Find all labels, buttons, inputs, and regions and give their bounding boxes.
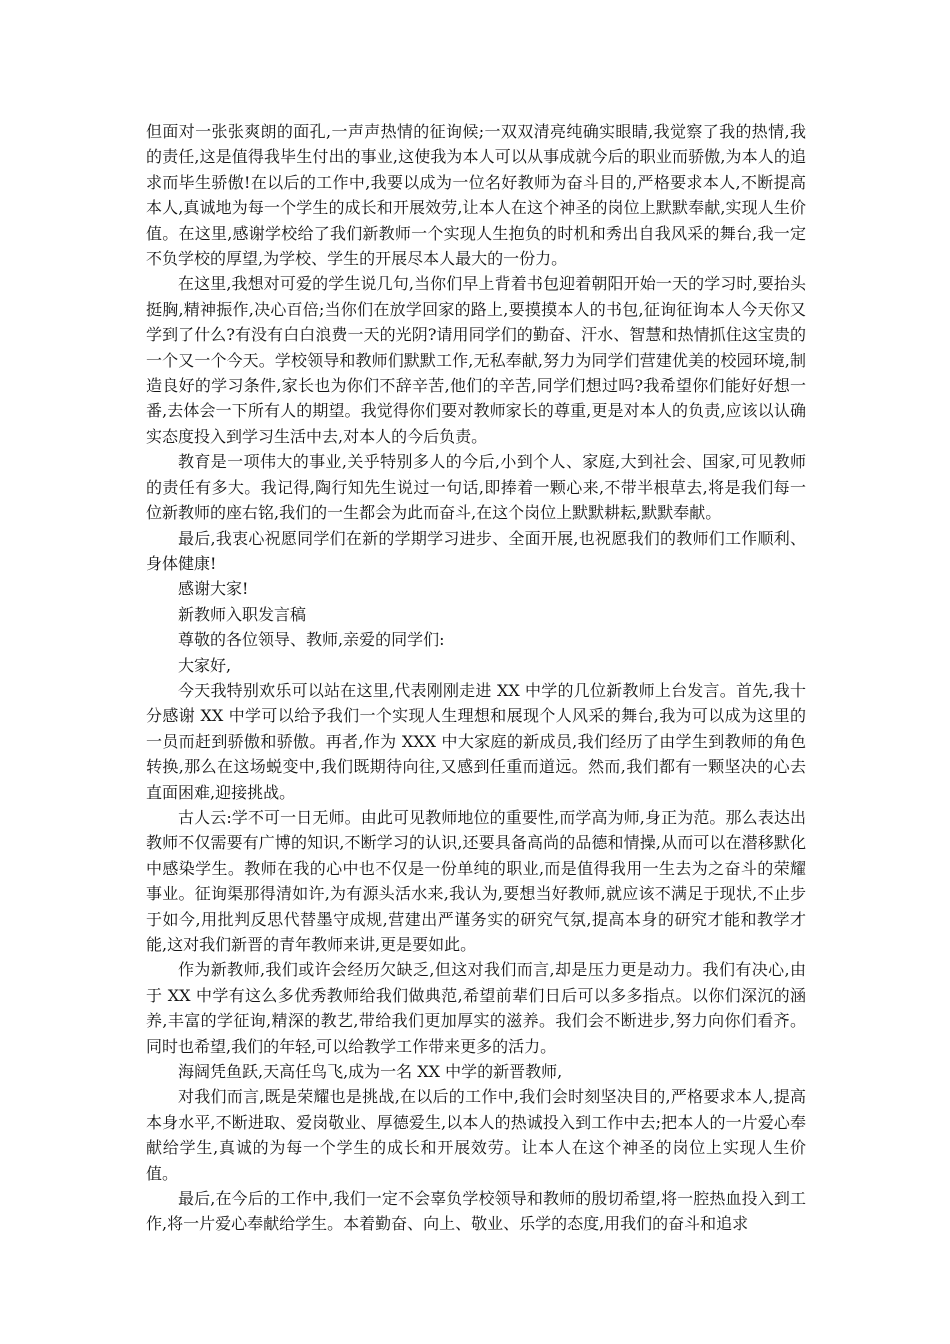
paragraph-2: 在这里,我想对可爱的学生说几句,当你们早上背着书包迎着朝阳开始一天的学习时,要抬头挺胸,精神振作,决心百倍;当你们在放学回家的路上,要摸摸本人的书包,征询征询本人今天你又学到了什么?有没有白白浪费一天的光阴?请用同学们的勤奋、汗水、智慧和热情抓住这宝贵的一个又一个今天。学校领导和教师们默默工作,无私奉献,努力为同学们营建优美的校园环境,制造良好的学习条件,家长也为你们不辞辛苦,他们的辛苦,同学们想过吗?我希望你们能好好想一番,去体会一下所有人的期望。我觉得你们要对教师家长的尊重,更是对本人的负责,应该以认确实态度投入到学习生活中去,对本人的今后负责。 bbox=[146, 274, 806, 446]
paragraph-4: 最后,我衷心祝愿同学们在新的学期学习进步、全面开展,也祝愿我们的教师们工作顺利、身体健康! bbox=[146, 528, 806, 573]
paragraph-5: 感谢大家! bbox=[178, 579, 249, 599]
paragraph-10: 古人云:学不可一日无师。由此可见教师地位的重要性,而学高为师,身正为范。那么表达出教师不仅需要有广博的知识,不断学习的认识,还要具备高尚的品德和情操,从而可以在潜移默化中感染学生。教师在我的心中也不仅是一份单纯的职业,而是值得我用一生去为之奋斗的荣耀事业。征询渠那得清如许,为有源头活水来,我认为,要想当好教师,就应该不满足于现状,不止步于如今,用批判反思代替墨守成规,营建出严谨务实的研究气氛,提高本身的研究才能和教学才能,这对我们新晋的青年教师来讲,更是要如此。 bbox=[146, 807, 806, 954]
paragraph-12: 海阔凭鱼跃,天高任鸟飞,成为一名 XX 中学的新晋教师, bbox=[178, 1062, 563, 1082]
greeting: 大家好, bbox=[178, 655, 232, 675]
paragraph-13: 对我们而言,既是荣耀也是挑战,在以后的工作中,我们会时刻坚决目的,严格要求本人,提高本身水平,不断进取、爱岗敬业、厚德爱生,以本人的热诚投入到工作中去;把本人的一片爱心奉献给学生,真诚的为每一个学生的成长和开展效劳。让本人在这个神圣的岗位上实现人生价值。 bbox=[146, 1087, 806, 1183]
paragraph-11: 作为新教师,我们或许会经历欠缺乏,但这对我们而言,却是压力更是动力。我们有决心,由于 XX 中学有这么多优秀教师给我们做典范,希望前辈们日后可以多多指点。以你们深沉的涵养,丰富的学征询,精深的教艺,带给我们更加厚实的滋养。我们会不断进步,努力向你们看齐。同时也希望,我们的年轻,可以给教学工作带来更多的活力。 bbox=[146, 960, 806, 1056]
paragraph-1: 但面对一张张爽朗的面孔,一声声热情的征询候;一双双清亮纯确实眼睛,我觉察了我的热情,我的责任,这是值得我毕生付出的事业,这使我为本人可以从事成就今后的职业而骄傲,为本人的追求而毕生骄傲!在以后的工作中,我要以成为一位名好教师为奋斗目的,严格要求本人,不断提高本人,真诚地为每一个学生的成长和开展效劳,让本人在这个神圣的岗位上默默奉献,实现人生价值。在这里,感谢学校给了我们新教师一个实现人生抱负的时机和秀出自我风采的舞台,我一定不负学校的厚望,为学校、学生的开展尽本人最大的一份力。 bbox=[146, 122, 806, 269]
paragraph-14: 最后,在今后的工作中,我们一定不会辜负学校领导和教师的殷切希望,将一腔热血投入到工作,将一片爱心奉献给学生。本着勤奋、向上、敬业、乐学的态度,用我们的奋斗和追求 bbox=[146, 1189, 806, 1234]
speech-title: 新教师入职发言稿 bbox=[178, 604, 307, 624]
paragraph-9: 今天我特别欢乐可以站在这里,代表刚刚走进 XX 中学的几位新教师上台发言。首先,我十分感谢 XX 中学可以给予我们一个实现人生理想和展现个人风采的舞台,我为可以成为这里的一员而赶到骄傲和骄傲。再者,作为 XXX 中大家庭的新成员,我们经历了由学生到教师的角色转换,那么在这场蜕变中,我们既期待向往,又感到任重而道远。然而,我们都有一颗坚决的心去直面困难,迎接挑战。 bbox=[146, 680, 806, 802]
document-body bbox=[146, 119, 806, 1237]
paragraph-3: 教育是一项伟大的事业,关乎特别多人的今后,小到个人、家庭,大到社会、国家,可见教师的责任有多大。我记得,陶行知先生说过一句话,即捧着一颗心来,不带半根草去,将是我们每一位新教师的座右铭,我们的一生都会为此而奋斗,在这个岗位上默默耕耘,默默奉献。 bbox=[146, 452, 806, 523]
salutation: 尊敬的各位领导、教师,亲爱的同学们: bbox=[178, 630, 445, 650]
